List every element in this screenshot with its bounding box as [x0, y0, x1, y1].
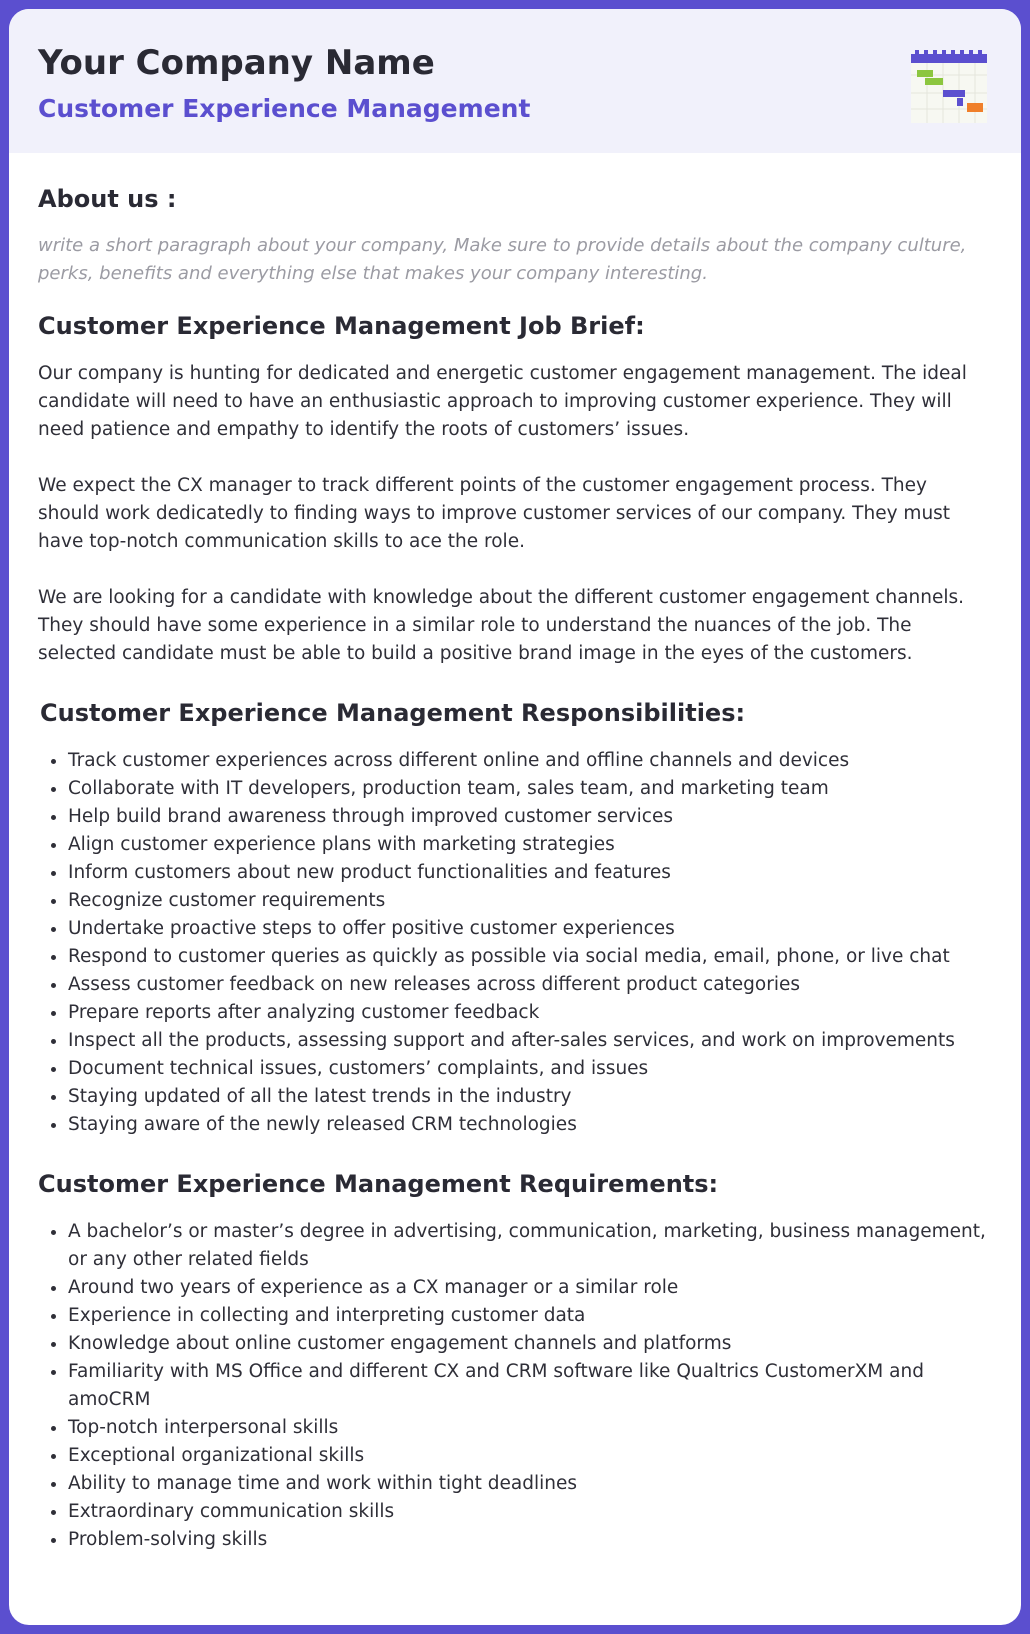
company-name: Your Company Name [38, 43, 435, 83]
list-item: • Staying aware of the newly released CRM technologies [68, 1111, 992, 1139]
gantt-chart-icon [907, 45, 991, 127]
about-text: write a short paragraph about your company, Make sure to provide details about the company culture, perks, benefits and everything else that makes your company interesting. [38, 235, 967, 284]
job-brief-heading: Customer Experience Management Job Brief: [38, 312, 645, 340]
list-item: • Top-notch interpersonal skills [68, 1414, 992, 1442]
job-description-card [9, 9, 1021, 1625]
list-item: • Help build brand awareness through improved customer services [68, 803, 992, 831]
header [9, 9, 1021, 153]
job-brief-paragraph: Our company is hunting for dedicated and energetic customer engagement management. The ideal candidate will need to have an enthusiastic approach to improving customer experience. They will need patience and empathy to identify the roots of customers’ issues. [38, 363, 967, 440]
list-item: • Extraordinary communication skills [68, 1498, 992, 1526]
about-heading: About us : [38, 185, 177, 213]
list-item: • Align customer experience plans with marketing strategies [68, 831, 992, 859]
list-item: • Around two years of experience as a CX manager or a similar role [68, 1274, 992, 1302]
job-title: Customer Experience Management [38, 94, 531, 123]
list-item: • Respond to customer queries as quickly as possible via social media, email, phone, or live chat [68, 943, 992, 971]
list-item: • Staying updated of all the latest trends in the industry [68, 1083, 992, 1111]
list-item: • Undertake proactive steps to offer positive customer experiences [68, 915, 992, 943]
list-item: • Prepare reports after analyzing customer feedback [68, 999, 992, 1027]
list-item: • Familiarity with MS Office and different CX and CRM software like Qualtrics CustomerXM and amoCRM [68, 1358, 992, 1414]
list-item: • Problem-solving skills [68, 1526, 992, 1554]
job-brief-paragraph: We are looking for a candidate with knowledge about the different customer engagement channels. They should have some experience in a similar role to understand the nuances of the job. The selected candidate must be able to build a positive brand image in the eyes of the customers. [38, 587, 965, 664]
responsibilities-list [38, 747, 992, 1139]
list-item: • Inform customers about new product functionalities and features [68, 859, 992, 887]
requirements-list [38, 1218, 992, 1554]
list-item: • A bachelor’s or master’s degree in advertising, communication, marketing, business management, or any other related fields [68, 1218, 992, 1274]
responsibilities-heading: Customer Experience Management Responsibilities: [40, 699, 746, 727]
list-item: • Inspect all the products, assessing support and after-sales services, and work on improvements [68, 1027, 992, 1055]
list-item: • Track customer experiences across different online and offline channels and devices [68, 747, 992, 775]
list-item: • Knowledge about online customer engagement channels and platforms [68, 1330, 992, 1358]
requirements-heading: Customer Experience Management Requirements: [38, 1170, 719, 1198]
list-item: • Experience in collecting and interpreting customer data [68, 1302, 992, 1330]
list-item: • Document technical issues, customers’ complaints, and issues [68, 1055, 992, 1083]
list-item: • Exceptional organizational skills [68, 1442, 992, 1470]
list-item: • Collaborate with IT developers, production team, sales team, and marketing team [68, 775, 992, 803]
content [9, 153, 1021, 1554]
list-item: • Assess customer feedback on new releases across different product categories [68, 971, 992, 999]
job-brief-paragraph: We expect the CX manager to track different points of the customer engagement process. They should work dedicatedly to finding ways to improve customer services of our company. They must have top-notch communication skills to ace the role. [38, 475, 951, 552]
list-item: • Ability to manage time and work within tight deadlines [68, 1470, 992, 1498]
list-item: • Recognize customer requirements [68, 887, 992, 915]
